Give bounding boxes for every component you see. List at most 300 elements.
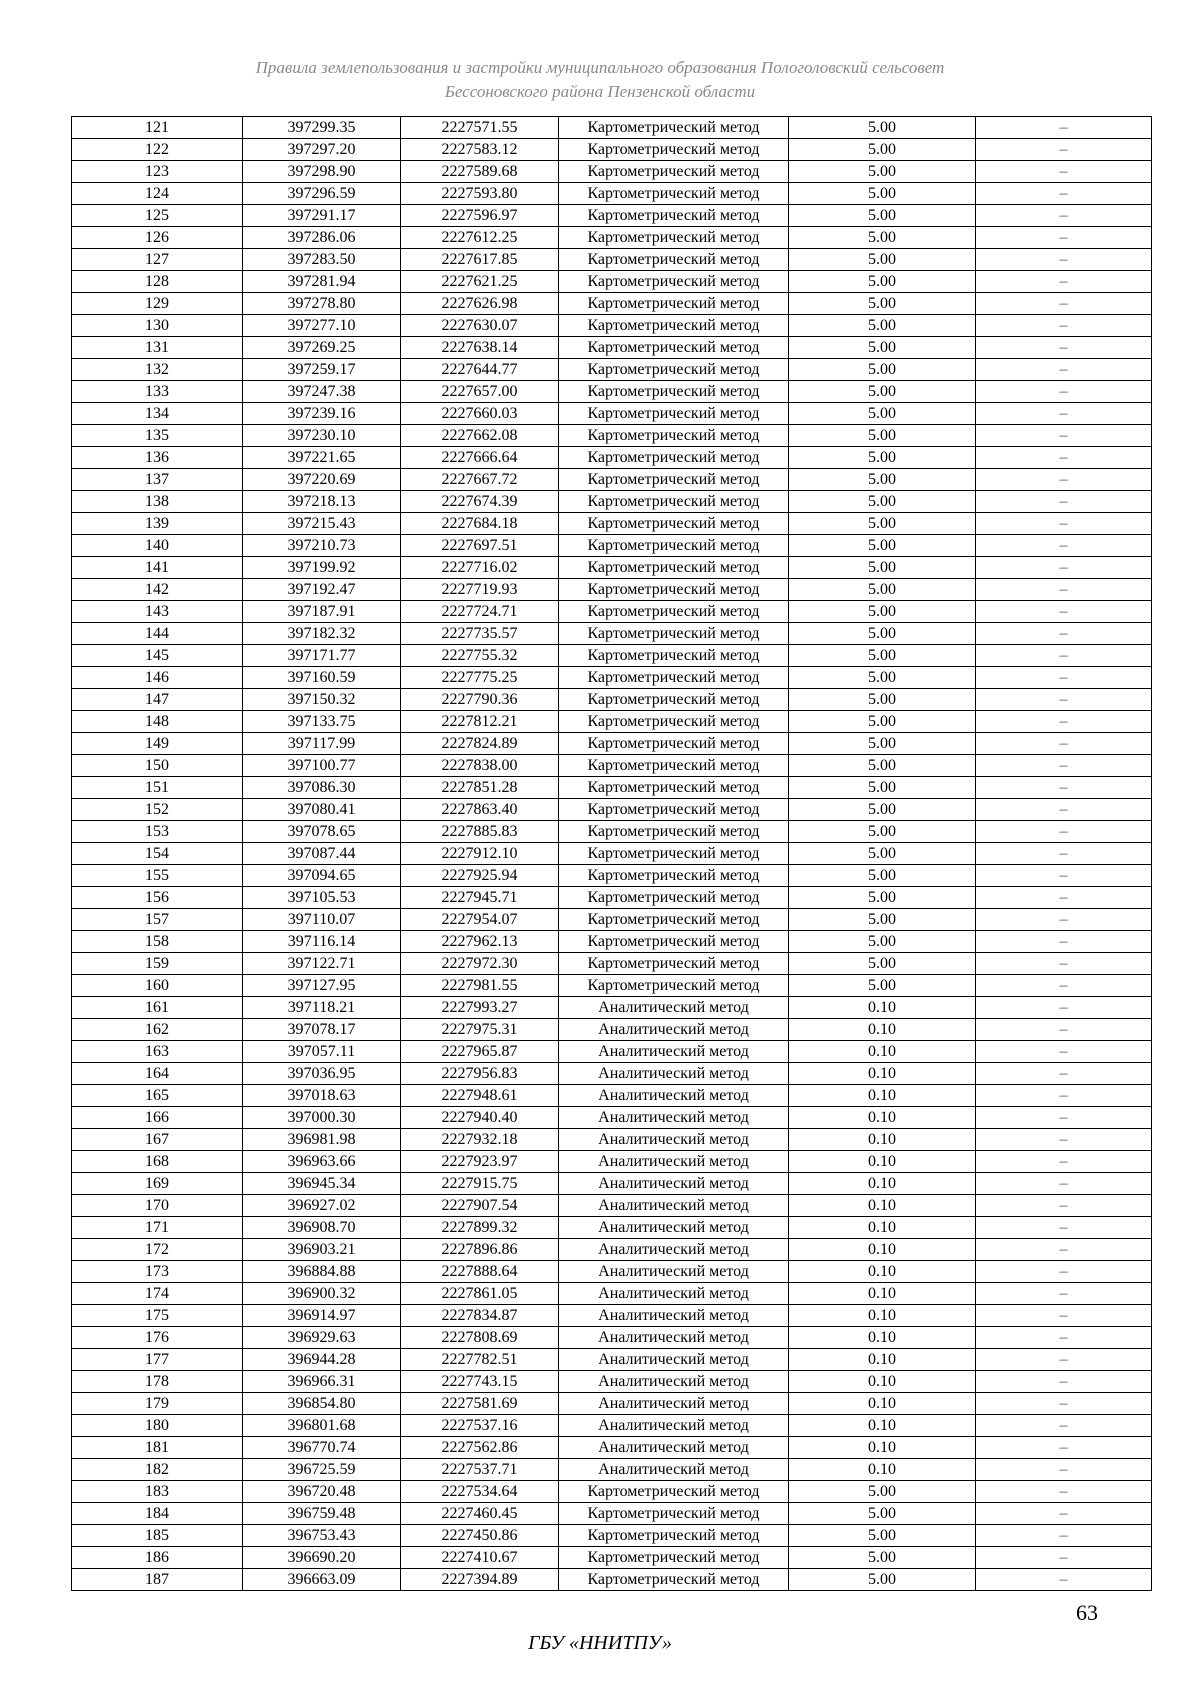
cell-y-coordinate: 2227450.86 — [401, 1525, 559, 1547]
cell-note: – — [976, 1393, 1152, 1415]
cell-accuracy: 0.10 — [789, 1415, 976, 1437]
cell-point-number: 162 — [72, 1019, 243, 1041]
cell-point-number: 167 — [72, 1129, 243, 1151]
cell-note: – — [976, 1129, 1152, 1151]
cell-method: Картометрический метод — [559, 183, 789, 205]
table-row — [72, 711, 1152, 733]
cell-note: – — [976, 645, 1152, 667]
cell-accuracy: 5.00 — [789, 447, 976, 469]
cell-point-number: 156 — [72, 887, 243, 909]
cell-accuracy: 5.00 — [789, 227, 976, 249]
table-row — [72, 557, 1152, 579]
table-row — [72, 799, 1152, 821]
cell-method: Аналитический метод — [559, 997, 789, 1019]
table-row — [72, 315, 1152, 337]
table-row — [72, 1063, 1152, 1085]
cell-point-number: 130 — [72, 315, 243, 337]
table-row — [72, 249, 1152, 271]
page-footer: ГБУ «ННИТПУ» — [528, 1632, 672, 1654]
cell-point-number: 171 — [72, 1217, 243, 1239]
cell-note: – — [976, 1415, 1152, 1437]
cell-y-coordinate: 2227583.12 — [401, 139, 559, 161]
cell-x-coordinate: 397199.92 — [243, 557, 401, 579]
table-row — [72, 1151, 1152, 1173]
cell-accuracy: 5.00 — [789, 843, 976, 865]
cell-y-coordinate: 2227667.72 — [401, 469, 559, 491]
cell-accuracy: 5.00 — [789, 513, 976, 535]
cell-method: Картометрический метод — [559, 1503, 789, 1525]
table-row — [72, 1239, 1152, 1261]
cell-y-coordinate: 2227851.28 — [401, 777, 559, 799]
cell-note: – — [976, 1151, 1152, 1173]
cell-accuracy: 0.10 — [789, 1107, 976, 1129]
cell-method: Картометрический метод — [559, 117, 789, 139]
table-row — [72, 1481, 1152, 1503]
table-row — [72, 271, 1152, 293]
cell-point-number: 139 — [72, 513, 243, 535]
cell-method: Картометрический метод — [559, 887, 789, 909]
cell-note: – — [976, 997, 1152, 1019]
cell-point-number: 144 — [72, 623, 243, 645]
cell-method: Картометрический метод — [559, 513, 789, 535]
cell-accuracy: 5.00 — [789, 557, 976, 579]
cell-method: Картометрический метод — [559, 1481, 789, 1503]
cell-note: – — [976, 887, 1152, 909]
cell-note: – — [976, 447, 1152, 469]
cell-x-coordinate: 397110.07 — [243, 909, 401, 931]
cell-point-number: 164 — [72, 1063, 243, 1085]
cell-accuracy: 5.00 — [789, 887, 976, 909]
table-row — [72, 1305, 1152, 1327]
cell-x-coordinate: 397036.95 — [243, 1063, 401, 1085]
cell-method: Картометрический метод — [559, 293, 789, 315]
cell-note: – — [976, 205, 1152, 227]
table-row — [72, 909, 1152, 931]
cell-note: – — [976, 1437, 1152, 1459]
cell-y-coordinate: 2227923.97 — [401, 1151, 559, 1173]
cell-note: – — [976, 381, 1152, 403]
cell-point-number: 157 — [72, 909, 243, 931]
cell-y-coordinate: 2227684.18 — [401, 513, 559, 535]
cell-y-coordinate: 2227981.55 — [401, 975, 559, 997]
header-line-1: Правила землепользования и застройки муниципального образования Пологоловский сельсовет — [255, 58, 945, 77]
cell-point-number: 131 — [72, 337, 243, 359]
cell-y-coordinate: 2227460.45 — [401, 1503, 559, 1525]
cell-x-coordinate: 397286.06 — [243, 227, 401, 249]
cell-note: – — [976, 403, 1152, 425]
cell-point-number: 134 — [72, 403, 243, 425]
table-row — [72, 337, 1152, 359]
cell-method: Картометрический метод — [559, 799, 789, 821]
cell-point-number: 136 — [72, 447, 243, 469]
cell-y-coordinate: 2227972.30 — [401, 953, 559, 975]
cell-y-coordinate: 2227716.02 — [401, 557, 559, 579]
cell-note: – — [976, 1481, 1152, 1503]
cell-note: – — [976, 953, 1152, 975]
cell-x-coordinate: 397117.99 — [243, 733, 401, 755]
cell-point-number: 187 — [72, 1569, 243, 1591]
cell-method: Аналитический метод — [559, 1437, 789, 1459]
cell-point-number: 183 — [72, 1481, 243, 1503]
cell-method: Аналитический метод — [559, 1393, 789, 1415]
cell-note: – — [976, 909, 1152, 931]
cell-method: Картометрический метод — [559, 139, 789, 161]
table-row — [72, 579, 1152, 601]
table-row — [72, 1085, 1152, 1107]
cell-point-number: 181 — [72, 1437, 243, 1459]
table-row — [72, 117, 1152, 139]
cell-y-coordinate: 2227912.10 — [401, 843, 559, 865]
cell-x-coordinate: 397171.77 — [243, 645, 401, 667]
cell-x-coordinate: 397297.20 — [243, 139, 401, 161]
cell-accuracy: 0.10 — [789, 1173, 976, 1195]
coordinates-table-body — [72, 117, 1152, 1591]
table-row — [72, 1569, 1152, 1591]
table-row — [72, 491, 1152, 513]
table-row — [72, 1547, 1152, 1569]
cell-method: Аналитический метод — [559, 1327, 789, 1349]
cell-x-coordinate: 397210.73 — [243, 535, 401, 557]
cell-y-coordinate: 2227596.97 — [401, 205, 559, 227]
cell-note: – — [976, 777, 1152, 799]
cell-note: – — [976, 1107, 1152, 1129]
cell-y-coordinate: 2227940.40 — [401, 1107, 559, 1129]
cell-y-coordinate: 2227534.64 — [401, 1481, 559, 1503]
cell-point-number: 182 — [72, 1459, 243, 1481]
cell-note: – — [976, 1371, 1152, 1393]
cell-accuracy: 5.00 — [789, 315, 976, 337]
cell-method: Аналитический метод — [559, 1041, 789, 1063]
cell-y-coordinate: 2227975.31 — [401, 1019, 559, 1041]
table-row — [72, 1283, 1152, 1305]
cell-method: Аналитический метод — [559, 1129, 789, 1151]
cell-point-number: 179 — [72, 1393, 243, 1415]
cell-accuracy: 5.00 — [789, 117, 976, 139]
cell-y-coordinate: 2227838.00 — [401, 755, 559, 777]
cell-note: – — [976, 513, 1152, 535]
cell-method: Картометрический метод — [559, 711, 789, 733]
cell-x-coordinate: 397100.77 — [243, 755, 401, 777]
table-row — [72, 359, 1152, 381]
cell-x-coordinate: 396903.21 — [243, 1239, 401, 1261]
cell-accuracy: 5.00 — [789, 909, 976, 931]
cell-accuracy: 0.10 — [789, 1261, 976, 1283]
cell-note: – — [976, 667, 1152, 689]
table-row — [72, 1327, 1152, 1349]
cell-method: Картометрический метод — [559, 205, 789, 227]
cell-x-coordinate: 397122.71 — [243, 953, 401, 975]
cell-x-coordinate: 397218.13 — [243, 491, 401, 513]
cell-note: – — [976, 975, 1152, 997]
cell-accuracy: 5.00 — [789, 689, 976, 711]
cell-accuracy: 0.10 — [789, 1393, 976, 1415]
cell-note: – — [976, 1327, 1152, 1349]
cell-point-number: 160 — [72, 975, 243, 997]
table-row — [72, 821, 1152, 843]
cell-accuracy: 5.00 — [789, 645, 976, 667]
cell-point-number: 180 — [72, 1415, 243, 1437]
cell-x-coordinate: 397215.43 — [243, 513, 401, 535]
cell-y-coordinate: 2227965.87 — [401, 1041, 559, 1063]
cell-point-number: 140 — [72, 535, 243, 557]
cell-method: Аналитический метод — [559, 1173, 789, 1195]
cell-accuracy: 5.00 — [789, 359, 976, 381]
cell-method: Картометрический метод — [559, 821, 789, 843]
cell-accuracy: 5.00 — [789, 293, 976, 315]
cell-y-coordinate: 2227410.67 — [401, 1547, 559, 1569]
cell-note: – — [976, 1217, 1152, 1239]
cell-accuracy: 5.00 — [789, 425, 976, 447]
cell-x-coordinate: 397299.35 — [243, 117, 401, 139]
cell-point-number: 122 — [72, 139, 243, 161]
table-row — [72, 183, 1152, 205]
cell-accuracy: 5.00 — [789, 733, 976, 755]
cell-method: Картометрический метод — [559, 271, 789, 293]
cell-method: Аналитический метод — [559, 1217, 789, 1239]
cell-note: – — [976, 535, 1152, 557]
table-row — [72, 161, 1152, 183]
cell-accuracy: 5.00 — [789, 381, 976, 403]
cell-method: Картометрический метод — [559, 403, 789, 425]
cell-point-number: 138 — [72, 491, 243, 513]
table-row — [72, 667, 1152, 689]
table-row — [72, 1525, 1152, 1547]
cell-method: Аналитический метод — [559, 1371, 789, 1393]
cell-accuracy: 5.00 — [789, 579, 976, 601]
cell-y-coordinate: 2227956.83 — [401, 1063, 559, 1085]
cell-note: – — [976, 865, 1152, 887]
cell-accuracy: 0.10 — [789, 1459, 976, 1481]
cell-y-coordinate: 2227662.08 — [401, 425, 559, 447]
cell-method: Картометрический метод — [559, 381, 789, 403]
cell-note: – — [976, 337, 1152, 359]
cell-accuracy: 5.00 — [789, 1547, 976, 1569]
cell-x-coordinate: 396914.97 — [243, 1305, 401, 1327]
cell-point-number: 169 — [72, 1173, 243, 1195]
cell-y-coordinate: 2227735.57 — [401, 623, 559, 645]
table-row — [72, 381, 1152, 403]
cell-accuracy: 0.10 — [789, 1437, 976, 1459]
cell-y-coordinate: 2227888.64 — [401, 1261, 559, 1283]
cell-accuracy: 5.00 — [789, 139, 976, 161]
cell-y-coordinate: 2227724.71 — [401, 601, 559, 623]
running-header — [0, 56, 1200, 104]
table-row — [72, 755, 1152, 777]
cell-accuracy: 5.00 — [789, 1525, 976, 1547]
cell-method: Картометрический метод — [559, 689, 789, 711]
cell-y-coordinate: 2227896.86 — [401, 1239, 559, 1261]
table-row — [72, 205, 1152, 227]
cell-x-coordinate: 396725.59 — [243, 1459, 401, 1481]
cell-x-coordinate: 396981.98 — [243, 1129, 401, 1151]
cell-note: – — [976, 271, 1152, 293]
cell-accuracy: 5.00 — [789, 183, 976, 205]
cell-x-coordinate: 397298.90 — [243, 161, 401, 183]
cell-note: – — [976, 733, 1152, 755]
cell-accuracy: 5.00 — [789, 403, 976, 425]
cell-y-coordinate: 2227630.07 — [401, 315, 559, 337]
cell-accuracy: 5.00 — [789, 205, 976, 227]
cell-point-number: 184 — [72, 1503, 243, 1525]
cell-x-coordinate: 397094.65 — [243, 865, 401, 887]
cell-note: – — [976, 931, 1152, 953]
cell-y-coordinate: 2227863.40 — [401, 799, 559, 821]
cell-method: Картометрический метод — [559, 645, 789, 667]
table-row — [72, 469, 1152, 491]
table-row — [72, 1107, 1152, 1129]
cell-method: Аналитический метод — [559, 1019, 789, 1041]
cell-point-number: 170 — [72, 1195, 243, 1217]
cell-x-coordinate: 397118.21 — [243, 997, 401, 1019]
cell-note: – — [976, 161, 1152, 183]
cell-note: – — [976, 293, 1152, 315]
cell-point-number: 172 — [72, 1239, 243, 1261]
cell-x-coordinate: 397150.32 — [243, 689, 401, 711]
cell-accuracy: 0.10 — [789, 1239, 976, 1261]
cell-note: – — [976, 359, 1152, 381]
cell-accuracy: 5.00 — [789, 711, 976, 733]
cell-point-number: 124 — [72, 183, 243, 205]
cell-y-coordinate: 2227861.05 — [401, 1283, 559, 1305]
cell-x-coordinate: 396900.32 — [243, 1283, 401, 1305]
cell-y-coordinate: 2227899.32 — [401, 1217, 559, 1239]
cell-accuracy: 5.00 — [789, 931, 976, 953]
cell-x-coordinate: 396854.80 — [243, 1393, 401, 1415]
table-row — [72, 953, 1152, 975]
table-row — [72, 975, 1152, 997]
cell-accuracy: 5.00 — [789, 271, 976, 293]
cell-accuracy: 0.10 — [789, 1041, 976, 1063]
table-row — [72, 865, 1152, 887]
cell-y-coordinate: 2227621.25 — [401, 271, 559, 293]
cell-y-coordinate: 2227808.69 — [401, 1327, 559, 1349]
cell-note: – — [976, 139, 1152, 161]
cell-x-coordinate: 396770.74 — [243, 1437, 401, 1459]
cell-accuracy: 5.00 — [789, 337, 976, 359]
cell-y-coordinate: 2227824.89 — [401, 733, 559, 755]
cell-point-number: 173 — [72, 1261, 243, 1283]
cell-y-coordinate: 2227719.93 — [401, 579, 559, 601]
cell-point-number: 163 — [72, 1041, 243, 1063]
cell-accuracy: 0.10 — [789, 1195, 976, 1217]
cell-point-number: 146 — [72, 667, 243, 689]
cell-method: Картометрический метод — [559, 1525, 789, 1547]
cell-point-number: 135 — [72, 425, 243, 447]
cell-note: – — [976, 315, 1152, 337]
cell-y-coordinate: 2227626.98 — [401, 293, 559, 315]
cell-method: Аналитический метод — [559, 1305, 789, 1327]
cell-point-number: 149 — [72, 733, 243, 755]
cell-accuracy: 5.00 — [789, 865, 976, 887]
table-row — [72, 1437, 1152, 1459]
table-row — [72, 227, 1152, 249]
cell-note: – — [976, 1173, 1152, 1195]
cell-point-number: 176 — [72, 1327, 243, 1349]
cell-x-coordinate: 396720.48 — [243, 1481, 401, 1503]
cell-x-coordinate: 397086.30 — [243, 777, 401, 799]
cell-y-coordinate: 2227644.77 — [401, 359, 559, 381]
cell-accuracy: 0.10 — [789, 1129, 976, 1151]
cell-x-coordinate: 396966.31 — [243, 1371, 401, 1393]
cell-method: Картометрический метод — [559, 843, 789, 865]
cell-accuracy: 0.10 — [789, 1085, 976, 1107]
cell-point-number: 143 — [72, 601, 243, 623]
cell-point-number: 132 — [72, 359, 243, 381]
cell-x-coordinate: 396945.34 — [243, 1173, 401, 1195]
cell-y-coordinate: 2227743.15 — [401, 1371, 559, 1393]
cell-point-number: 177 — [72, 1349, 243, 1371]
cell-method: Картометрический метод — [559, 909, 789, 931]
cell-accuracy: 0.10 — [789, 1327, 976, 1349]
cell-point-number: 145 — [72, 645, 243, 667]
cell-note: – — [976, 557, 1152, 579]
cell-note: – — [976, 689, 1152, 711]
cell-method: Аналитический метод — [559, 1239, 789, 1261]
cell-note: – — [976, 711, 1152, 733]
cell-y-coordinate: 2227394.89 — [401, 1569, 559, 1591]
cell-x-coordinate: 396690.20 — [243, 1547, 401, 1569]
cell-x-coordinate: 396944.28 — [243, 1349, 401, 1371]
cell-y-coordinate: 2227954.07 — [401, 909, 559, 931]
cell-note: – — [976, 1261, 1152, 1283]
cell-x-coordinate: 396801.68 — [243, 1415, 401, 1437]
cell-accuracy: 5.00 — [789, 601, 976, 623]
cell-point-number: 147 — [72, 689, 243, 711]
cell-note: – — [976, 1041, 1152, 1063]
cell-x-coordinate: 396927.02 — [243, 1195, 401, 1217]
cell-accuracy: 0.10 — [789, 1349, 976, 1371]
cell-method: Аналитический метод — [559, 1195, 789, 1217]
cell-note: – — [976, 623, 1152, 645]
cell-note: – — [976, 1349, 1152, 1371]
cell-y-coordinate: 2227537.71 — [401, 1459, 559, 1481]
table-row — [72, 1503, 1152, 1525]
cell-x-coordinate: 397221.65 — [243, 447, 401, 469]
cell-x-coordinate: 396908.70 — [243, 1217, 401, 1239]
table-row — [72, 887, 1152, 909]
cell-y-coordinate: 2227932.18 — [401, 1129, 559, 1151]
cell-x-coordinate: 397018.63 — [243, 1085, 401, 1107]
cell-note: – — [976, 601, 1152, 623]
cell-x-coordinate: 397269.25 — [243, 337, 401, 359]
cell-method: Картометрический метод — [559, 975, 789, 997]
table-row — [72, 1173, 1152, 1195]
cell-method: Картометрический метод — [559, 447, 789, 469]
cell-method: Картометрический метод — [559, 227, 789, 249]
cell-y-coordinate: 2227812.21 — [401, 711, 559, 733]
cell-method: Аналитический метод — [559, 1085, 789, 1107]
cell-accuracy: 0.10 — [789, 1151, 976, 1173]
cell-point-number: 168 — [72, 1151, 243, 1173]
cell-x-coordinate: 397259.17 — [243, 359, 401, 381]
cell-y-coordinate: 2227612.25 — [401, 227, 559, 249]
cell-accuracy: 0.10 — [789, 1019, 976, 1041]
cell-x-coordinate: 397116.14 — [243, 931, 401, 953]
cell-note: – — [976, 1085, 1152, 1107]
page-number: 63 — [1076, 1600, 1098, 1625]
cell-note: – — [976, 1195, 1152, 1217]
table-row — [72, 1459, 1152, 1481]
cell-y-coordinate: 2227571.55 — [401, 117, 559, 139]
cell-x-coordinate: 397080.41 — [243, 799, 401, 821]
cell-accuracy: 0.10 — [789, 1305, 976, 1327]
cell-y-coordinate: 2227537.16 — [401, 1415, 559, 1437]
cell-x-coordinate: 396929.63 — [243, 1327, 401, 1349]
cell-x-coordinate: 396663.09 — [243, 1569, 401, 1591]
table-row — [72, 1261, 1152, 1283]
table-row — [72, 1393, 1152, 1415]
cell-method: Картометрический метод — [559, 733, 789, 755]
